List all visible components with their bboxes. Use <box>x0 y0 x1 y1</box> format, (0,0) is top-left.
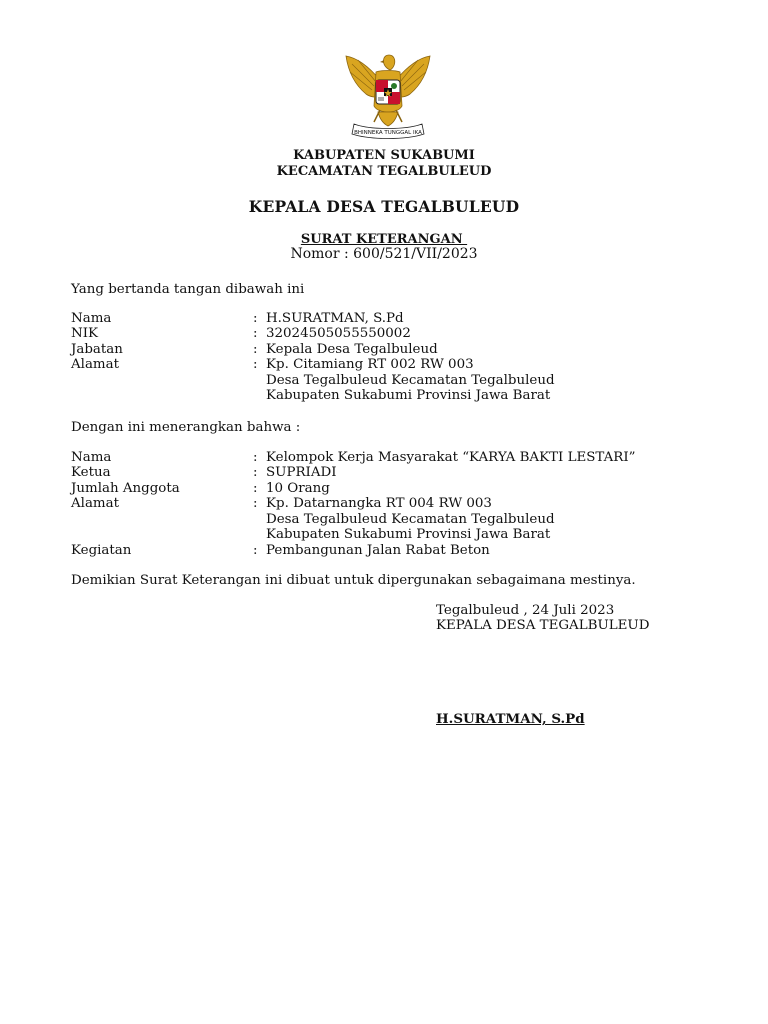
signer-value-nama: H.SURATMAN, S.Pd <box>266 311 404 326</box>
signature-title: KEPALA DESA TEGALBULEUD <box>436 618 650 633</box>
signer-alamat-line-3: Kabupaten Sukabumi Provinsi Jawa Barat <box>266 388 551 403</box>
kepala-desa-heading: KEPALA DESA TEGALBULEUD <box>248 197 520 216</box>
signer-value-nik: 32024505055550002 <box>266 326 411 341</box>
signer-label-nama: Nama <box>71 311 112 326</box>
signer-label-jabatan: Jabatan <box>71 342 123 357</box>
place-date: Tegalbuleud , 24 Juli 2023 <box>436 603 615 618</box>
intro-text: Yang bertanda tangan dibawah ini <box>71 282 305 297</box>
signer-value-alamat: Kp. Citamiang RT 002 RW 003 <box>266 357 474 372</box>
signer-label-alamat: Alamat <box>71 357 119 372</box>
subject-alamat-line-3: Kabupaten Sukabumi Provinsi Jawa Barat <box>266 527 551 542</box>
surat-title-text: SURAT KETERANGAN <box>300 232 468 247</box>
colon: : <box>253 450 258 465</box>
subject-value-alamat: Kp. Datarnangka RT 004 RW 003 <box>266 496 492 511</box>
colon: : <box>253 496 258 511</box>
kabupaten-heading: KABUPATEN SUKABUMI <box>293 148 475 163</box>
subject-alamat-line-2: Desa Tegalbuleud Kecamatan Tegalbuleud <box>266 512 555 527</box>
colon: : <box>253 543 258 558</box>
colon: : <box>253 357 258 372</box>
signature-name: H.SURATMAN, S.Pd <box>436 711 585 727</box>
kecamatan-heading: KECAMATAN TEGALBULEUD <box>276 164 492 179</box>
subject-label-jumlah-anggota: Jumlah Anggota <box>71 481 180 496</box>
statement-text: Dengan ini menerangkan bahwa : <box>71 420 301 435</box>
subject-value-jumlah-anggota: 10 Orang <box>266 481 330 496</box>
subject-value-kegiatan: Pembangunan Jalan Rabat Beton <box>266 543 490 558</box>
subject-label-alamat: Alamat <box>71 496 119 511</box>
garuda-emblem <box>340 50 436 142</box>
colon: : <box>253 326 258 341</box>
colon: : <box>253 342 258 357</box>
closing-text: Demikian Surat Keterangan ini dibuat untuk dipergunakan sebagaimana mestinya. <box>71 573 636 588</box>
colon: : <box>253 465 258 480</box>
signer-alamat-line-2: Desa Tegalbuleud Kecamatan Tegalbuleud <box>266 373 555 388</box>
colon: : <box>253 481 258 496</box>
signer-label-nik: NIK <box>71 326 99 341</box>
signer-value-jabatan: Kepala Desa Tegalbuleud <box>266 342 438 357</box>
subject-label-kegiatan: Kegiatan <box>71 543 132 558</box>
subject-label-nama: Nama <box>71 450 112 465</box>
colon: : <box>253 311 258 326</box>
surat-title <box>0 232 768 247</box>
subject-value-ketua: SUPRIADI <box>266 465 337 480</box>
subject-value-nama: Kelompok Kerja Masyarakat “KARYA BAKTI LESTARI” <box>266 450 636 465</box>
nomor-surat: Nomor : 600/521/VII/2023 <box>290 246 478 262</box>
emblem-motto: BHINNEKA TUNGGAL IKA <box>354 130 422 136</box>
subject-label-ketua: Ketua <box>71 465 111 480</box>
